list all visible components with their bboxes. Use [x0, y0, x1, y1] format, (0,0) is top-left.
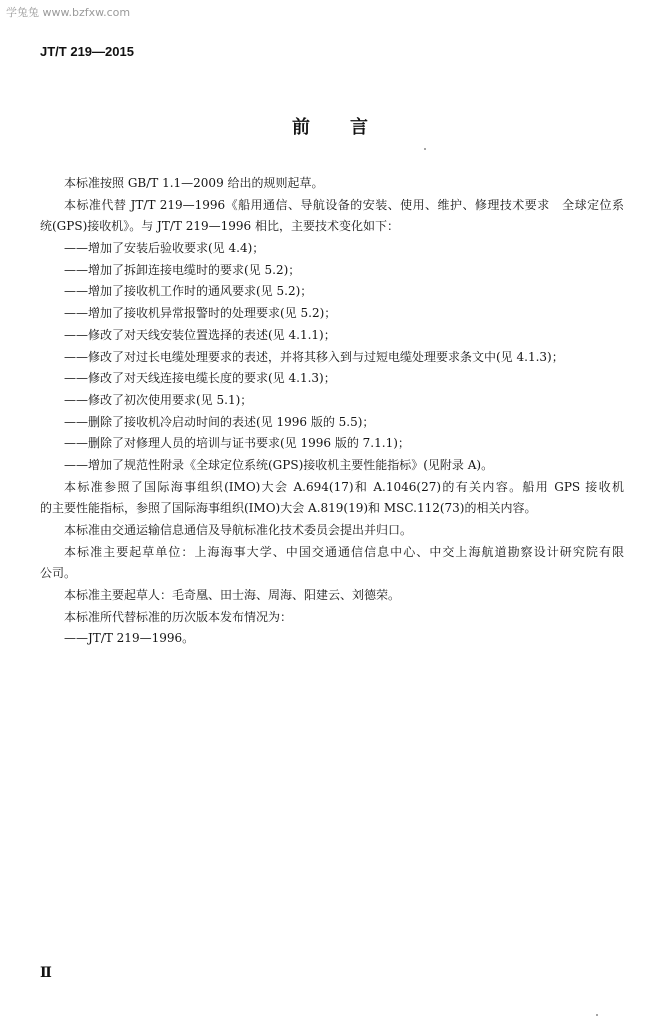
- list-item: ——增加了安装后验收要求(见 4.4)；: [64, 241, 265, 256]
- list-item: ——增加了接收机异常报警时的处理要求(见 5.2)；: [64, 306, 337, 321]
- page-title: 前言: [292, 117, 408, 138]
- page-number: Ⅱ: [40, 965, 52, 981]
- paragraph-line: 的主要性能指标，参照了国际海事组织(IMO)大会 A.819(19)和 MSC.112(73)的相关内容。: [40, 501, 537, 516]
- list-item: ——增加了拆卸连接电缆时的要求(见 5.2)；: [64, 262, 301, 277]
- foreword-body: [40, 173, 624, 650]
- watermark: 学兔兔 www.bzfxw.com: [6, 6, 131, 19]
- list-item: ——修改了对过长电缆处理要求的表述，并将其移入到与过短电缆处理要求条文中(见 4.1.3)；: [64, 349, 564, 364]
- paragraph-line: 公司。: [40, 566, 77, 581]
- list-item: ——JT/T 219—1996。: [64, 631, 195, 646]
- scan-speck: [424, 148, 426, 150]
- list-item: ——删除了对修理人员的培训与证书要求(见 1996 版的 7.1.1)；: [64, 436, 410, 451]
- paragraph-line: 统(GPS)接收机》。与 JT/T 219—1996 相比，主要技术变化如下：: [40, 219, 399, 234]
- paragraph-line: 本标准由交通运输信息通信及导航标准化技术委员会提出并归口。: [64, 523, 413, 537]
- list-item: ——修改了对天线安装位置选择的表述(见 4.1.1)；: [64, 327, 336, 342]
- paragraph-line: 本标准所代替标准的历次版本发布情况为：: [64, 609, 293, 624]
- paragraph-line: 本标准代替 JT/T 219—1996《船用通信、导航设备的安装、使用、维护、修理技术要求 全球定位系: [64, 197, 624, 212]
- paragraph-line: 本标准按照 GB/T 1.1—2009 给出的规则起草。: [64, 176, 324, 190]
- paragraph-line: 本标准主要起草人：毛奇凰、田士海、周海、阳建云、刘德荣。: [64, 588, 401, 603]
- scan-speck: [596, 1014, 598, 1016]
- list-item: ——修改了初次使用要求(见 5.1)；: [64, 392, 253, 407]
- paragraph-line: 本标准主要起草单位：上海海事大学、中国交通通信信息中心、中交上海航道勘察设计研究院有限: [64, 544, 624, 559]
- list-item: ——增加了规范性附录《全球定位系统(GPS)接收机主要性能指标》(见附录 A)。: [64, 457, 494, 472]
- list-item: ——修改了对天线连接电缆长度的要求(见 4.1.3)；: [64, 371, 336, 386]
- standard-code: JT/T 219—2015: [40, 44, 134, 59]
- paragraph-line: 本标准参照了国际海事组织(IMO)大会 A.694(17)和 A.1046(27)的有关内容。船用 GPS 接收机: [64, 479, 624, 494]
- list-item: ——删除了接收机冷启动时间的表述(见 1996 版的 5.5)；: [64, 414, 375, 429]
- list-item: ——增加了接收机工作时的通风要求(见 5.2)；: [64, 284, 313, 299]
